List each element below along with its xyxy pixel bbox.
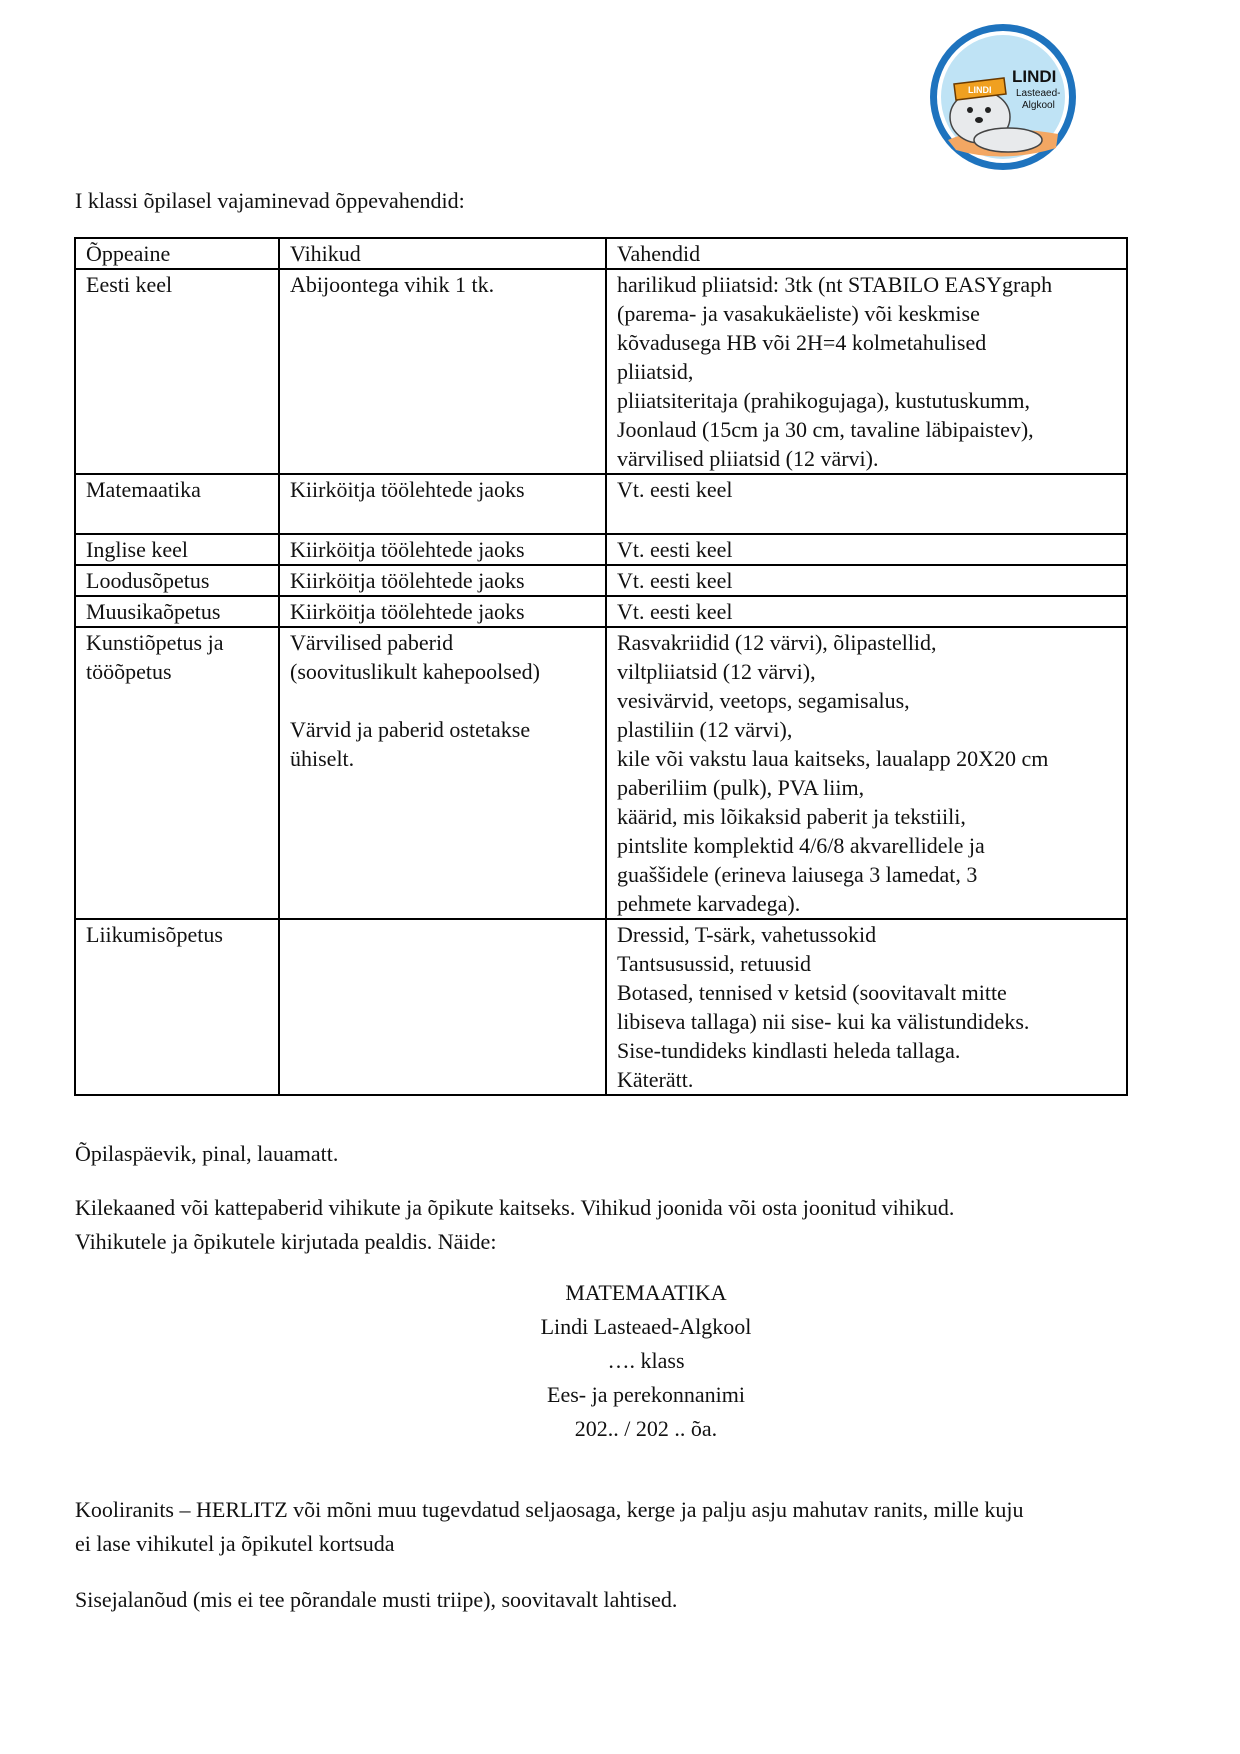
page-title: I klassi õpilasel vajaminevad õppevahendid: [75,188,465,213]
cell-line: (soovituslikult kahepoolsed) [290,659,540,684]
cell-notebooks [279,627,606,919]
cell-line: pehmete karvadega). [617,891,801,916]
cell-line: paberiliim (pulk), PVA liim, [617,775,865,800]
table-row [75,627,1127,919]
cell-subject [75,627,279,919]
cell-line: pintslite komplektid 4/6/8 akvarellidele ja [617,833,985,858]
cell-line: libiseva tallaga) nii sise- kui ka välistundideks. [617,1009,1030,1034]
paragraph-covers [75,1191,1175,1259]
cell-line: Liikumisõpetus [86,922,223,947]
cell-line: Vt. eesti keel [617,568,733,593]
cell-line: kõvadusega HB või 2H=4 kolmetahulised [617,330,987,355]
cell-notebooks [279,596,606,627]
cell-tools [606,596,1127,627]
cell-notebooks [279,919,606,1095]
supplies-table [74,237,1128,1096]
logo-ribbon-text: LINDI [968,85,992,95]
logo-sub1: Lasteaed- [1016,88,1061,99]
cell-line: Kiirköitja töölehtede jaoks [290,477,525,502]
cell-line: plastiliin (12 värvi), [617,717,793,742]
table-body [75,269,1127,1095]
example-class: …. klass [607,1348,685,1373]
cell-line: guaššidele (erineva laiusega 3 lamedat, 3 [617,862,978,887]
cell-subject [75,565,279,596]
cell-line: Sise-tundideks kindlasti heleda tallaga. [617,1038,961,1063]
cell-line: Muusikaõpetus [86,599,221,624]
cell-line: Joonlaud (15cm ja 30 cm, tavaline läbipaistev), [617,417,1034,442]
cell-line: Rasvakriidid (12 värvi), õlipastellid, [617,630,937,655]
cell-notebooks [279,269,606,474]
table-row [75,269,1127,474]
cell-line: Värvid ja paberid ostetakse [290,717,531,742]
cell-line: Inglise keel [86,537,189,562]
cell-tools [606,565,1127,596]
cell-line: vesivärvid, veetops, segamisalus, [617,688,910,713]
logo-sub2: Algkool [1022,100,1055,111]
cell-line: Vt. eesti keel [617,599,733,624]
table-row [75,919,1127,1095]
school-logo [928,22,1078,172]
cell-line: Matemaatika [86,477,201,502]
cell-line: Vt. eesti keel [617,477,733,502]
cell-line: kile või vakstu laua kaitseks, laualapp 20X20 cm [617,746,1049,771]
paragraph-backpack [75,1493,1175,1561]
cell-line: Vt. eesti keel [617,537,733,562]
cell-line: Dressid, T-särk, vahetussokid [617,922,877,947]
cell-line: harilikud pliiatsid: 3tk (nt STABILO EASYgraph [617,272,1053,297]
cell-line: Abijoontega vihik 1 tk. [290,272,495,297]
paragraph-line: Vihikutele ja õpikutele kirjutada pealdis. Näide: [75,1229,497,1254]
table-row [75,474,1127,534]
cell-line: Kiirköitja töölehtede jaoks [290,537,525,562]
cell-line: Kiirköitja töölehtede jaoks [290,568,525,593]
cell-subject [75,269,279,474]
cell-line: Tantsusussid, retuusid [617,951,812,976]
cell-notebooks [279,534,606,565]
cell-subject [75,919,279,1095]
cell-tools [606,269,1127,474]
cell-notebooks [279,474,606,534]
paragraph-line: Kooliranits – HERLITZ või mõni muu tugevdatud seljaosaga, kerge ja palju asju mahutav ranits, mille kuju [75,1497,1024,1522]
cell-subject [75,596,279,627]
header-subject: Õppeaine [75,238,279,269]
table-row [75,534,1127,565]
cell-line: ühiselt. [290,746,355,771]
table-row [75,565,1127,596]
cell-line: pliiatsiteritaja (prahikogujaga), kustutuskumm, [617,388,1031,413]
cell-line: Kunstiõpetus ja [86,630,224,655]
logo-name: LINDI [1012,67,1057,86]
cell-line: tööõpetus [86,659,172,684]
header-notebooks: Vihikud [279,238,606,269]
cell-line: Eesti keel [86,272,173,297]
cell-line: Loodusõpetus [86,568,210,593]
cell-tools [606,919,1127,1095]
cell-line: värvilised pliiatsid (12 värvi). [617,446,879,471]
cell-subject [75,474,279,534]
example-year: 202.. / 202 .. õa. [574,1416,718,1441]
paragraph-diary: Õpilaspäevik, pinal, lauamatt. [75,1141,339,1166]
example-school: Lindi Lasteaed-Algkool [540,1314,752,1339]
cell-line: käärid, mis lõikaksid paberit ja tekstiili, [617,804,966,829]
paragraph-line: Kilekaaned või kattepaberid vihikute ja õpikute kaitseks. Vihikud joonida või osta joonitud vihikud. [75,1195,955,1220]
table-header-row [75,238,1127,269]
cell-line: Käterätt. [617,1067,694,1092]
cell-subject [75,534,279,565]
cell-tools [606,534,1127,565]
example-name: Ees- ja perekonnanimi [547,1382,745,1407]
cell-line: Kiirköitja töölehtede jaoks [290,599,525,624]
cell-line [290,686,595,715]
cell-line: Botased, tennised v ketsid (soovitavalt mitte [617,980,1007,1005]
example-subject: MATEMAATIKA [565,1280,727,1305]
label-example [0,1276,1240,1446]
cell-line: Värvilised paberid [290,630,454,655]
cell-line: pliiatsid, [617,359,694,384]
table-row [75,596,1127,627]
cell-line: (parema- ja vasakukäeliste) või keskmise [617,301,980,326]
cell-line [617,504,1116,533]
paragraph-line: ei lase vihikutel ja õpikutel kortsuda [75,1531,395,1556]
cell-notebooks [279,565,606,596]
paragraph-shoes: Sisejalanõud (mis ei tee põrandale musti triipe), soovitavalt lahtised. [75,1587,678,1612]
cell-tools [606,474,1127,534]
cell-line: viltpliiatsid (12 värvi), [617,659,816,684]
cell-tools [606,627,1127,919]
header-tools: Vahendid [606,238,1127,269]
